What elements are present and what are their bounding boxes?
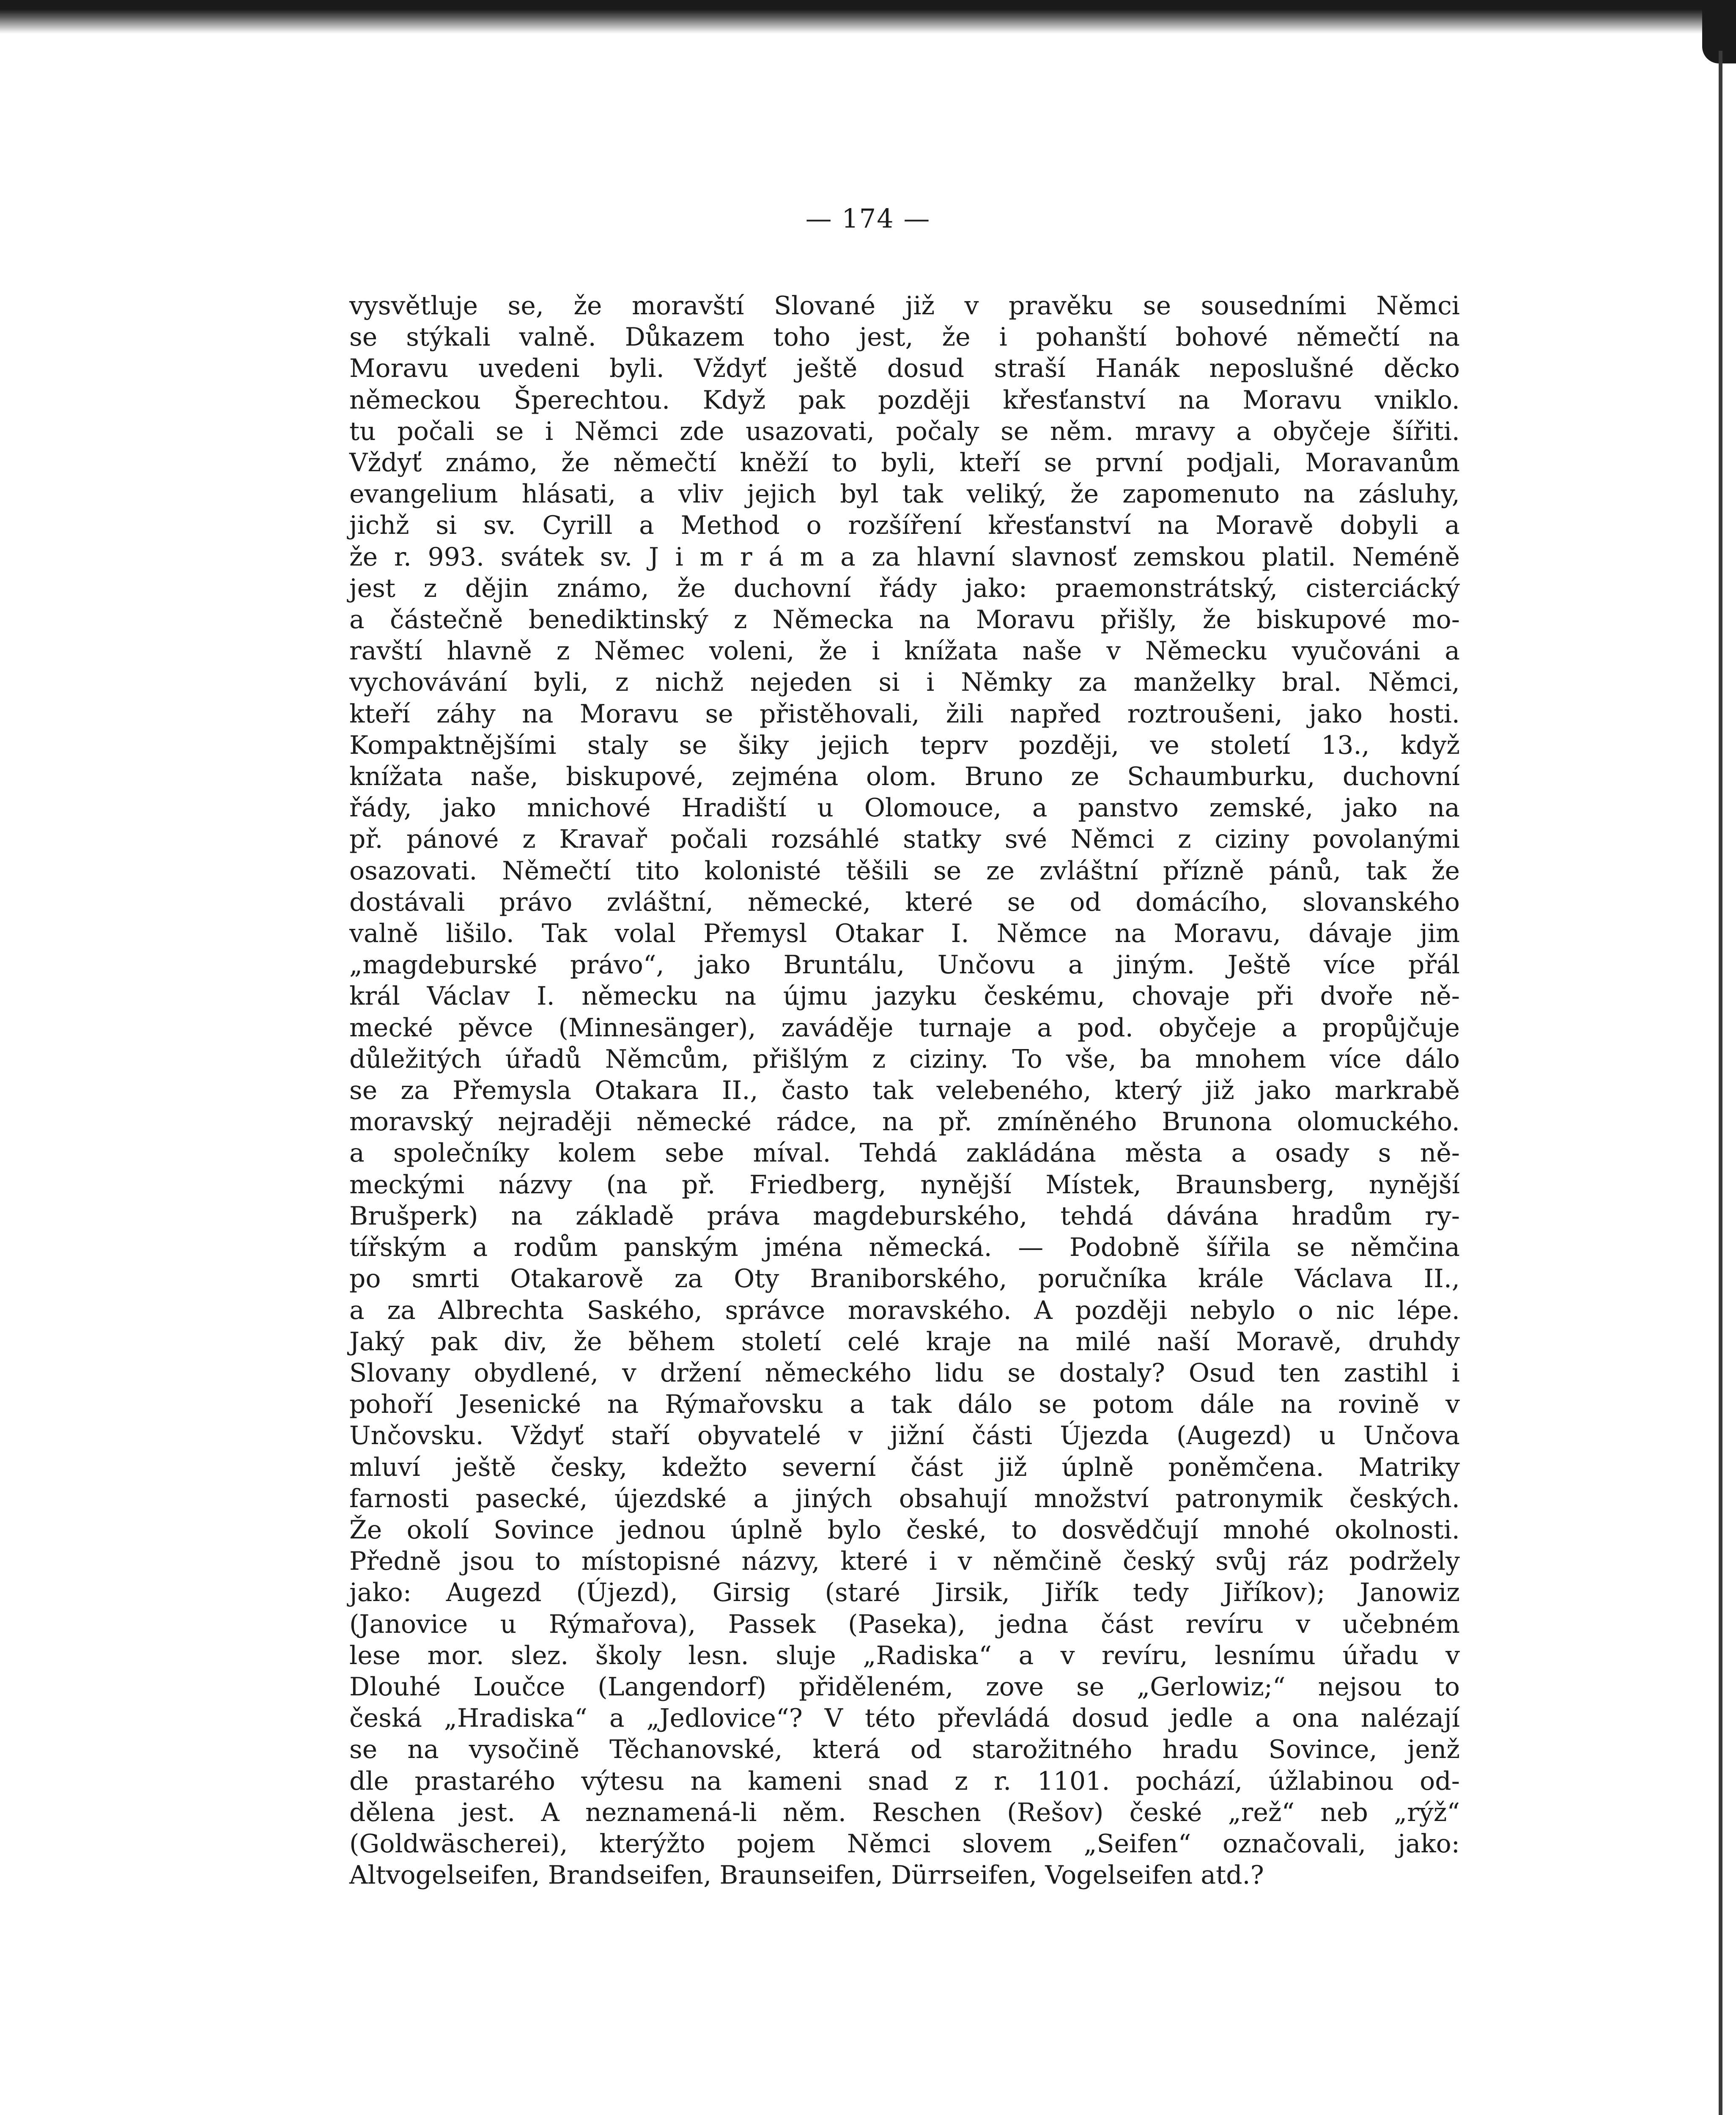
text-line: moravský nejraději německé rádce, na př. zmíněného Brunona olomuckého. [349,1107,1460,1137]
text-line: a částečně benediktinský z Německa na Moravu přišly, že biskupové mo- [349,605,1460,635]
text-line: vychovávání byli, z nichž nejeden si i Němky za manželky bral. Němci, [349,667,1460,698]
text-line: mecké pěvce (Minnesänger), zaváděje turnaje a pod. obyčeje a propůjčuje [349,1013,1460,1043]
text-line: se stýkali valně. Důkazem toho jest, že i pohanští bohové němečtí na [349,322,1460,352]
text-line: po smrti Otakarově za Oty Braniborského, poručníka krále Václava II., [349,1264,1460,1294]
text-line: kteří záhy na Moravu se přistěhovali, žili napřed roztroušeni, jako hosti. [349,699,1460,729]
text-line: ravští hlavně z Němec voleni, že i knížata naše v Německu vyučováni a [349,636,1460,666]
text-line: Že okolí Sovince jednou úplně bylo české, to dosvědčují mnohé okolnosti. [349,1515,1460,1545]
text-line: (Janovice u Rýmařova), Passek (Paseka), jedna část revíru v učebném [349,1609,1460,1639]
text-line: osazovati. Němečtí tito kolonisté těšili se ze zvláštní přízně pánů, tak že [349,856,1460,886]
text-line: dle prastarého výtesu na kameni snad z r. 1101. pochází, úžlabinou od- [349,1766,1460,1796]
text-line: Vždyť známo, že němečtí kněží to byli, kteří se první podjali, Moravanům [349,448,1460,478]
text-line: německou Šperechtou. Když pak později křesťanství na Moravu vniklo. [349,385,1460,415]
text-line: pohoří Jesenické na Rýmařovsku a tak dálo se potom dále na rovině v [349,1390,1460,1420]
text-line: př. pánové z Kravař počali rozsáhlé statky své Němci z ciziny povolanými [349,824,1460,854]
text-line: knížata naše, biskupové, zejména olom. Bruno ze Schaumburku, duchovní [349,762,1460,792]
text-line: důležitých úřadů Němcům, přišlým z ciziny. To vše, ba mnohem více dálo [349,1044,1460,1074]
text-line: mluví ještě česky, kdežto severní část již úplně poněmčena. Matriky [349,1452,1460,1482]
text-line: že r. 993. svátek sv. J i m r á m a za hlavní slavnosť zemskou platil. Neméně [349,542,1460,572]
text-line: řády, jako mnichové Hradiští u Olomouce, a panstvo zemské, jako na [349,793,1460,823]
text-line: valně lišilo. Tak volal Přemysl Otakar I. Němce na Moravu, dávaje jim [349,919,1460,949]
text-line: Brušperk) na základě práva magdeburského, tehdá dávána hradům ry- [349,1201,1460,1231]
text-line: vysvětluje se, že moravští Slované již v pravěku se sousedními Němci [349,291,1460,321]
text-line: a společníky kolem sebe míval. Tehdá zakládána města a osady s ně- [349,1138,1460,1168]
text-line: a za Albrechta Saského, správce moravského. A později nebylo o nic lépe. [349,1295,1460,1325]
text-line: meckými názvy (na př. Friedberg, nynější Místek, Braunsberg, nynější [349,1170,1460,1200]
text-line: lese mor. slez. školy lesn. sluje „Radiska“ a v revíru, lesnímu úřadu v [349,1640,1460,1670]
text-line: jichž si sv. Cyrill a Method o rozšíření křesťanství na Moravě dobyli a [349,511,1460,541]
text-line: Unčovsku. Vždyť staří obyvatelé v jižní části Újezda (Augezd) u Unčova [349,1421,1460,1451]
text-line: česká „Hradiska“ a „Jedlovice“? V této převládá dosud jedle a ona nalézají [349,1703,1460,1733]
text-line: evangelium hlásati, a vliv jejich byl tak veliký, že zapomenuto na zásluhy, [349,479,1460,509]
text-line: dostávali právo zvláštní, německé, které se od domácího, slovanského [349,887,1460,917]
text-line: Moravu uvedeni byli. Vždyť ještě dosud straší Hanák neposlušné děcko [349,354,1460,384]
text-line: se za Přemysla Otakara II., často tak velebeného, který již jako markrabě [349,1076,1460,1106]
text-line: se na vysočině Těchanovské, která od starožitného hradu Sovince, jenž [349,1735,1460,1765]
page-number: — 174 — [805,203,931,234]
text-line: jako: Augezd (Újezd), Girsig (staré Jirsik, Jiřík tedy Jiříkov); Janowiz [349,1578,1460,1608]
text-line: tířským a rodům panským jména německá. — Podobně šířila se němčina [349,1233,1460,1263]
text-line: dělena jest. A neznamená-li něm. Reschen (Rešov) české „rež“ neb „rýž“ [349,1797,1460,1827]
text-line: král Václav I. německu na újmu jazyku českému, chovaje při dvoře ně- [349,981,1460,1011]
text-line: Slovany obydlené, v držení německého lidu se dostaly? Osud ten zastihl i [349,1358,1460,1388]
text-line: jest z dějin známo, že duchovní řády jako: praemonstrátský, cisterciácký [349,573,1460,603]
text-line: (Goldwäscherei), kterýžto pojem Němci slovem „Seifen“ označovali, jako: [349,1829,1460,1859]
text-line: „magdeburské právo“, jako Bruntálu, Unčovu a jiným. Ještě více přál [349,950,1460,980]
text-line: Altvogelseifen, Brandseifen, Braunseifen, Dürrseifen, Vogelseifen atd.? [349,1860,1264,1890]
text-line: Jaký pak div, že během století celé kraje na milé naší Moravě, druhdy [349,1327,1460,1357]
text-line: Kompaktnějšími staly se šiky jejich teprv později, ve století 13., když [349,730,1460,760]
body-text [349,290,1460,1891]
scan-top-border [0,0,1736,34]
text-line: Předně jsou to místopisné názvy, které i v němčině český svůj ráz podržely [349,1546,1460,1577]
text-line: farnosti pasecké, újezdské a jiných obsahují množství patronymik českých. [349,1483,1460,1513]
text-line: Dlouhé Loučce (Langendorf) přiděleném, zove se „Gerlowiz;“ nejsou to [349,1672,1460,1702]
scan-right-edge [1719,51,1722,2115]
text-line: tu počali se i Němci zde usazovati, počaly se něm. mravy a obyčeje šířiti. [349,416,1460,446]
